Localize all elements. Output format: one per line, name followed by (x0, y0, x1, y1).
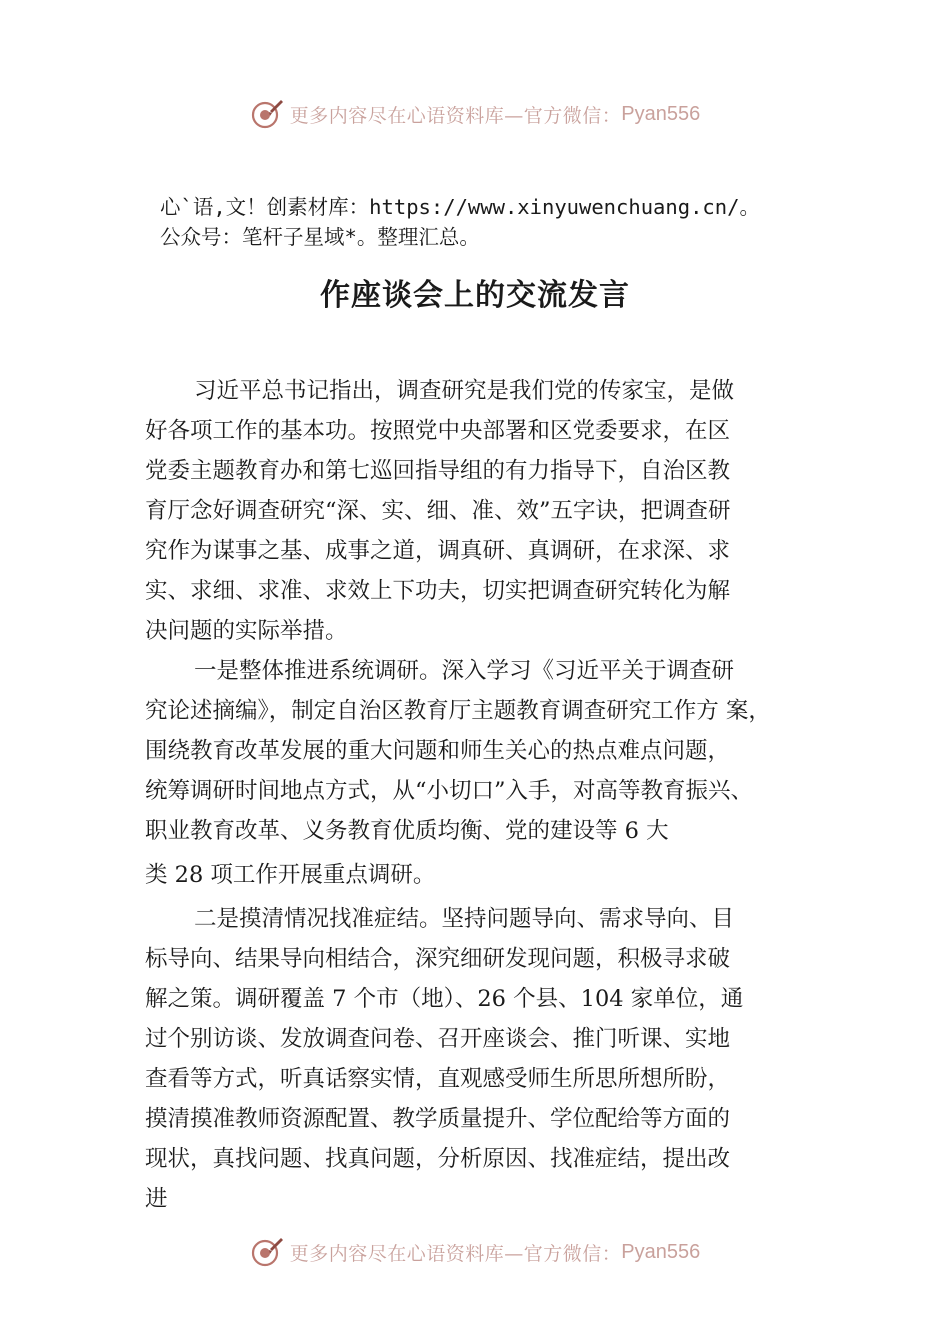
paragraph-point-one: 一是整体推进系统调研。深入学习《习近平关于调查研 究论述摘编》，制定自治区教育厅主题教育调查研究工作方 案， 围绕教育改革发展的重大问题和师生关心的热点难点问题， 统筹调研时间地点方式，从“小切口”入手，对高等教育振兴、 职业教育改革、义务教育优质均衡、党的建设等 6 大 类 28 项工作开展重点调研。 (145, 658, 771, 888)
watermark-text: 更多内容尽在心语资料库—官方微信： (289, 1242, 622, 1265)
watermark-wechat-id: Pyan556 (621, 1240, 701, 1263)
document-body (145, 371, 825, 1219)
paragraph-point-two: 二是摸清情况找准症结。坚持问题导向、需求导向、目 标导向、结果导向相结合，深究细研发现问题，积极寻求破 解之策。调研覆盖 7 个市（地）、26 个县、104 家单位，通 过个别访谈、发放调查问卷、召开座谈会、推门听课、实地 查看等方式，听真话察实情，直观感受师生所思所想所盼， 摸清摸准教师资源配置、教学质量提升、学位配给等方面的 现状，真找问题、找真问题，分析原因、找准症结，提出改 进 (145, 906, 744, 1212)
watermark-header (0, 94, 950, 134)
pen-logo-icon (250, 1235, 284, 1269)
pen-logo-icon (250, 97, 284, 131)
watermark-text: 更多内容尽在心语资料库—官方微信： (289, 104, 622, 127)
source-note (160, 192, 860, 252)
watermark-footer (0, 1232, 950, 1272)
paragraph-intro: 习近平总书记指出，调查研究是我们党的传家宝，是做 好各项工作的基本功。按照党中央部署和区党委要求，在区 党委主题教育办和第七巡回指导组的有力指导下，自治区教 育厅念好调查研究“深、实、细、准、效”五字诀，把调查研 究作为谋事之基、成事之道，调真研、真调研，在求深、求 实、求细、求准、求效上下功夫，切实把调查研究转化为解 决问题的实际举措。 (145, 378, 735, 644)
source-note-line-2: 公众号：笔杆子星域*。整理汇总。 (160, 225, 480, 249)
document-title: 作座谈会上的交流发言 (320, 278, 630, 313)
source-note-line-1: 心`语,文！创素材库：https://www.xinyuwenchuang.cn/。 (160, 195, 760, 219)
watermark-wechat-id: Pyan556 (621, 102, 701, 125)
